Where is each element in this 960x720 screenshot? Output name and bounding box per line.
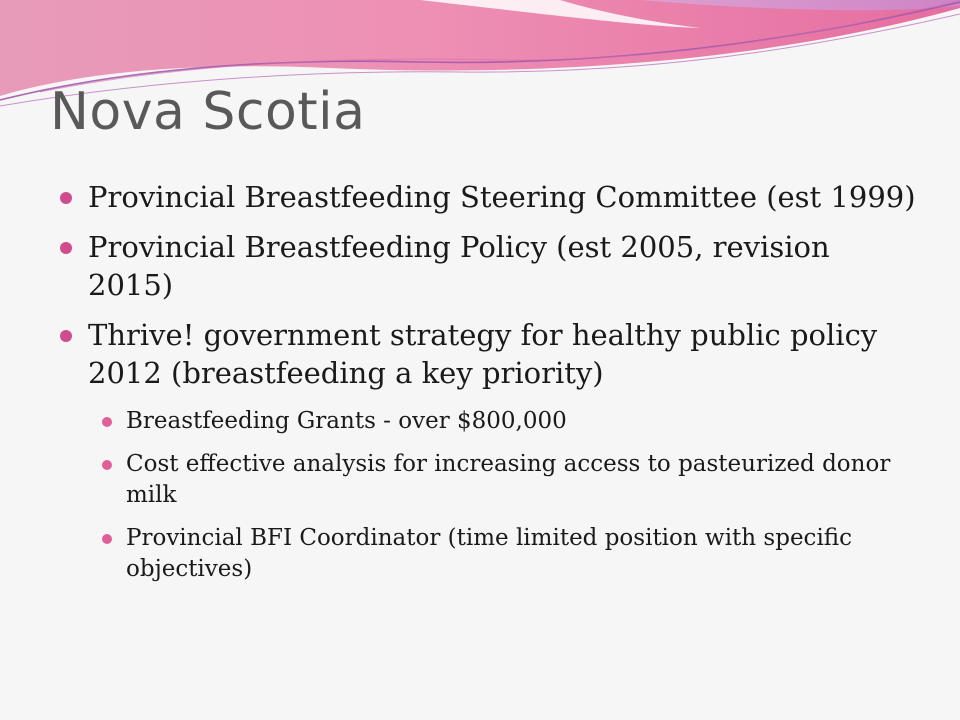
bullet-item bbox=[60, 178, 920, 216]
slide-title: Nova Scotia bbox=[50, 82, 366, 142]
sub-bullet-dot-icon bbox=[102, 417, 112, 427]
bullet-dot-icon bbox=[60, 330, 72, 342]
bullet-dot-icon bbox=[60, 242, 72, 254]
bullet-item bbox=[60, 228, 920, 304]
bullet-dot-icon bbox=[60, 192, 72, 204]
sub-bullet-dot-icon bbox=[102, 460, 112, 470]
bullet-list bbox=[60, 178, 920, 597]
sub-bullet-item bbox=[88, 449, 920, 511]
bullet-text: Thrive! government strategy for healthy public policy 2012 (breastfeeding a key priority) bbox=[88, 318, 878, 390]
sub-bullet-item bbox=[88, 406, 920, 437]
sub-bullet-item bbox=[88, 523, 920, 585]
bullet-text: Provincial Breastfeeding Steering Committee (est 1999) bbox=[88, 180, 916, 214]
sub-bullet-dot-icon bbox=[102, 534, 112, 544]
sub-bullet-list bbox=[88, 406, 920, 585]
sub-bullet-text: Breastfeeding Grants - over $800,000 bbox=[126, 408, 567, 434]
bullet-text: Provincial Breastfeeding Policy (est 2005, revision 2015) bbox=[88, 230, 830, 302]
bullet-item bbox=[60, 316, 920, 585]
sub-bullet-text: Provincial BFI Coordinator (time limited position with specific objectives) bbox=[126, 525, 853, 582]
sub-bullet-text: Cost effective analysis for increasing access to pasteurized donor milk bbox=[126, 451, 891, 508]
